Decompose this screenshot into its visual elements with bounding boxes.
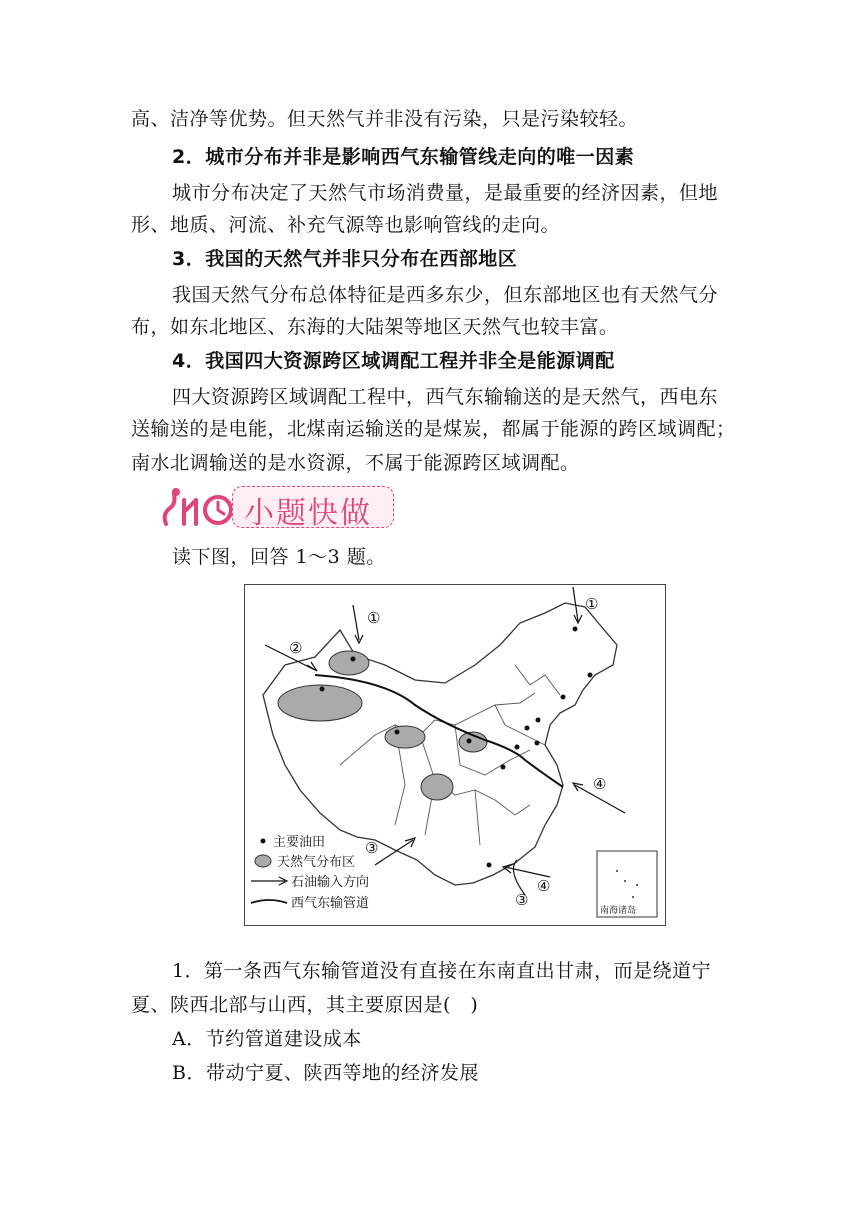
- instruction: 读下图，回答 1～3 题。: [172, 546, 386, 568]
- para-3b: 布，如东北地区、东海的大陆架等地区天然气也较丰富。: [131, 316, 619, 338]
- svg-text:②: ②: [289, 639, 303, 657]
- svg-text:西气东输管道: 西气东输管道: [291, 896, 370, 911]
- question-1b: 夏、陕西北部与山西，其主要原因是( ): [131, 994, 479, 1016]
- question-1a: 1．第一条西气东输管道没有直接在东南直出甘肃，而是绕道宁: [172, 960, 712, 982]
- heading-4: 4．我国四大资源跨区域调配工程并非全是能源调配: [172, 350, 615, 372]
- china-map: [245, 585, 665, 925]
- heading-3: 3．我国的天然气并非只分布在西部地区: [172, 248, 518, 270]
- svg-text:④: ④: [537, 877, 551, 895]
- para-4c: 南水北调输送的是水资源，不属于能源跨区域调配。: [131, 452, 580, 474]
- gas-area-sichuan: [421, 774, 453, 800]
- para-3a: 我国天然气分布总体特征是西多东少，但东部地区也有天然气分: [172, 284, 719, 306]
- para-2a: 城市分布决定了天然气市场消费量，是最重要的经济因素，但地: [172, 182, 719, 204]
- svg-text:④: ④: [593, 775, 607, 793]
- banner-logo-icon: [160, 484, 240, 530]
- svg-text:天然气分布区: 天然气分布区: [277, 855, 356, 870]
- svg-text:石油输入方向: 石油输入方向: [291, 875, 370, 890]
- line-1: 高、洁净等优势。但天然气并非没有污染，只是污染较轻。: [131, 108, 639, 130]
- svg-text:主要油田: 主要油田: [273, 835, 326, 850]
- quick-exercise-banner: [160, 484, 396, 530]
- gas-area-qaidam: [385, 726, 425, 748]
- svg-text:③: ③: [515, 891, 529, 909]
- gas-area-junggar: [329, 651, 369, 675]
- svg-text:南海诸岛: 南海诸岛: [600, 906, 637, 916]
- para-2b: 形、地质、河流、补充气源等也影响管线的走向。: [131, 214, 561, 236]
- option-a: A．节约管道建设成本: [172, 1028, 362, 1050]
- svg-text:①: ①: [367, 609, 381, 627]
- option-b: B．带动宁夏、陕西等地的经济发展: [172, 1062, 479, 1084]
- svg-text:①: ①: [585, 595, 599, 613]
- para-4b: 送输送的是电能，北煤南运输送的是煤炭，都属于能源的跨区域调配；: [131, 418, 736, 440]
- china-map-figure: [244, 584, 666, 926]
- heading-2: 2．城市分布并非是影响西气东输管线走向的唯一因素: [172, 146, 635, 168]
- svg-text:③: ③: [365, 839, 379, 857]
- banner-title: 小题快做: [244, 496, 372, 531]
- para-4a: 四大资源跨区域调配工程中，西气东输输送的是天然气，西电东: [172, 386, 719, 408]
